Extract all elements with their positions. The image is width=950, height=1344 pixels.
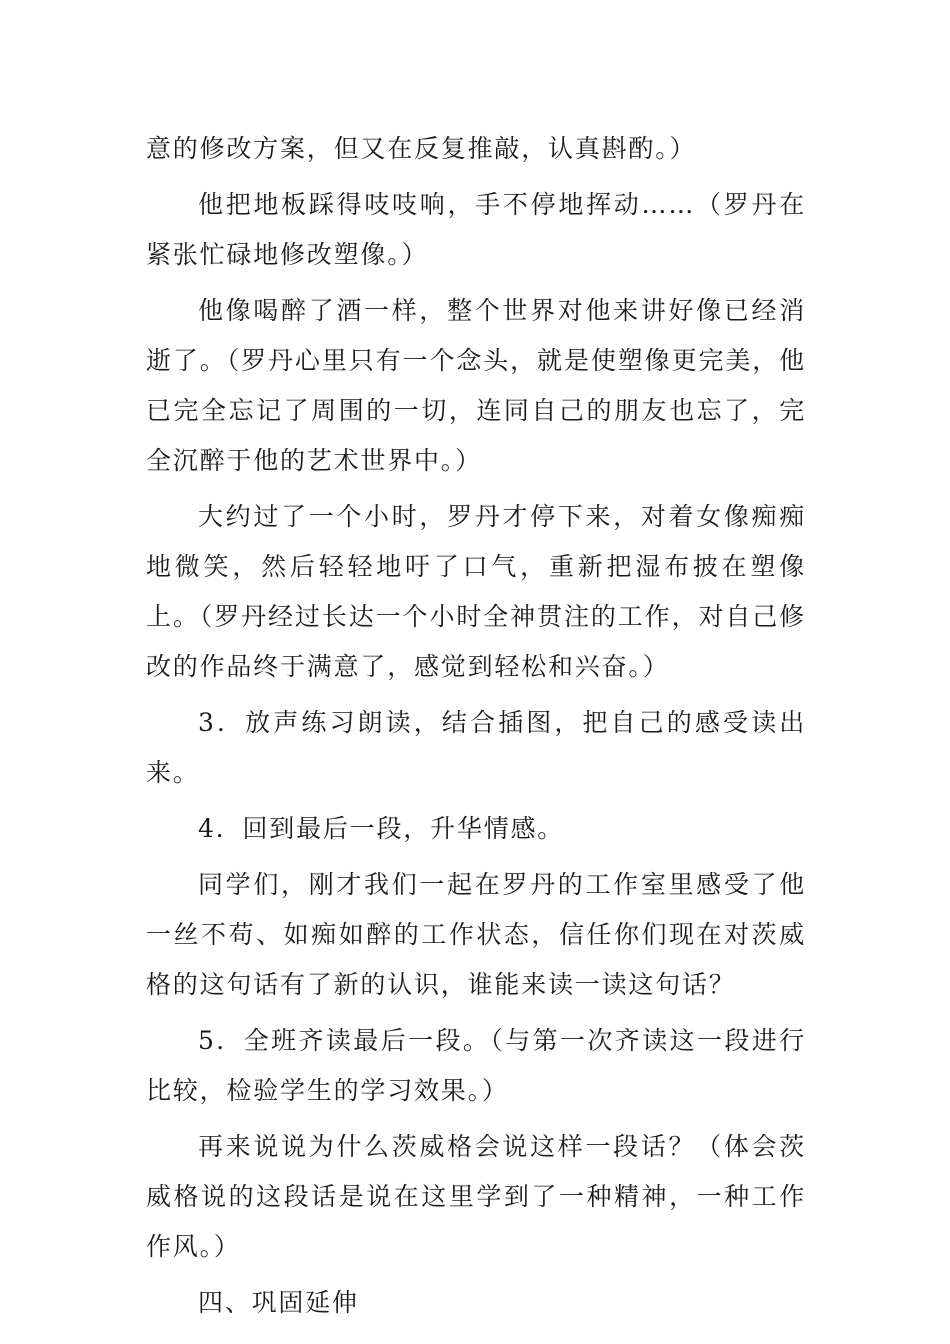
paragraph-continuation: 意的修改方案，但又在反复推敲，认真斟酌。） [146,134,697,163]
paragraph-students-feeling: 同学们，刚才我们一起在罗丹的工作室里感受了他一丝不苟、如痴如醉的工作状态，信任你们现在对茨威格的这句话有了新的认识，谁能来读一读这句话？ [146,870,806,999]
step-3-read-aloud: 3．放声练习朗读，结合插图，把自己的感受读出来。 [146,708,806,787]
section-heading-consolidate: 四、巩固延伸 [198,1288,359,1317]
paragraph-one-hour-later: 大约过了一个小时，罗丹才停下来，对着女像痴痴地微笑，然后轻轻地吁了口气，重新把湿布披在塑像上。（罗丹经过长达一个小时全神贯注的工作，对自己修改的作品终于满意了，感觉到轻松和兴奋。） [146,502,806,681]
document-page [146,124,806,1334]
paragraph-floor-stomping: 他把地板踩得吱吱响，手不停地挥动……（罗丹在紧张忙碌地修改塑像。） [146,190,806,269]
paragraph-drunk-world: 他像喝醉了酒一样，整个世界对他来讲好像已经消逝了。（罗丹心里只有一个念头，就是使塑像更完美，他已完全忘记了周围的一切，连同自己的朋友也忘了，完全沉醉于他的艺术世界中。） [146,296,806,475]
step-4-last-paragraph: 4．回到最后一段，升华情感。 [198,814,565,843]
step-5-class-reading: 5．全班齐读最后一段。（与第一次齐读这一段进行比较，检验学生的学习效果。） [146,1026,806,1105]
paragraph-why-zweig: 再来说说为什么茨威格会说这样一段话？（体会茨威格说的这段话是说在这里学到了一种精神，一种工作作风。） [146,1132,806,1261]
